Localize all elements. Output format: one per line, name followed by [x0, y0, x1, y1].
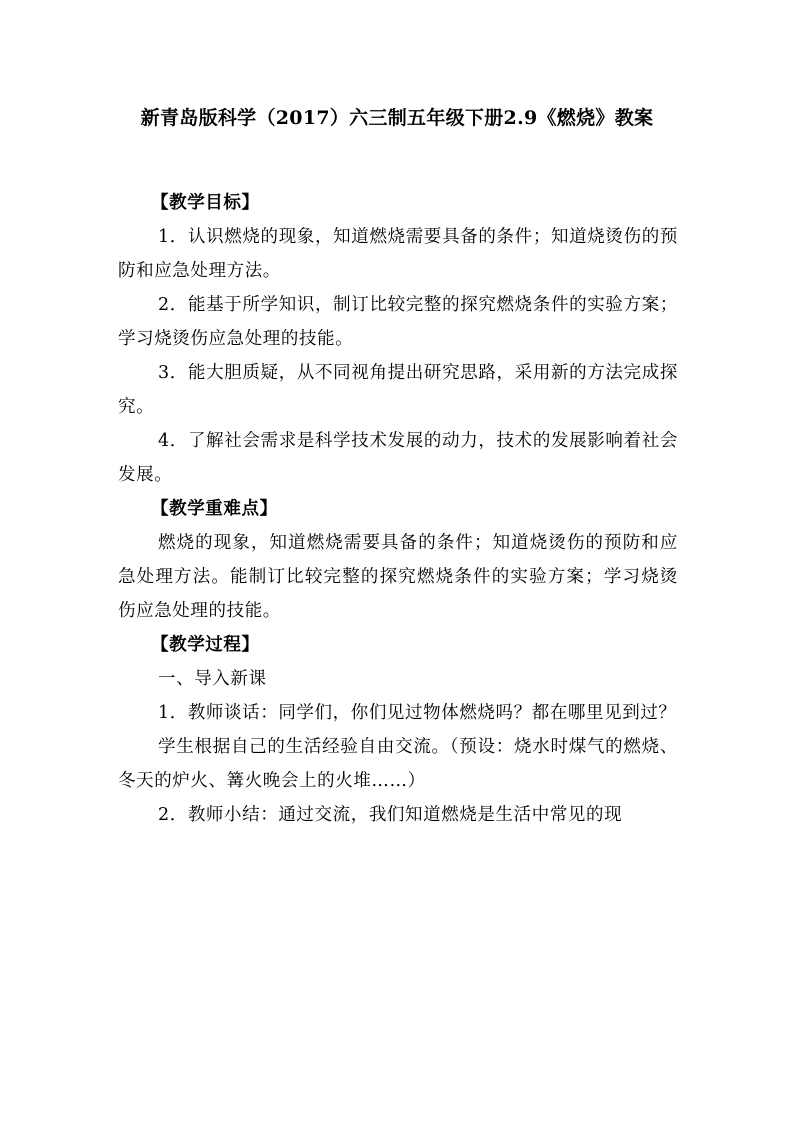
document-body [118, 186, 678, 832]
document-title: 新青岛版科学（2017）六三制五年级下册2.9《燃烧》教案 [140, 107, 654, 129]
process-item-reply: 学生根据自己的生活经验自由交流。（预设：烧水时煤气的燃烧、冬天的炉火、篝火晚会上的火堆……） [118, 737, 678, 791]
key-points-text: 燃烧的现象，知道燃烧需要具备的条件；知道烧烫伤的预防和应急处理方法。能制订比较完整的探究燃烧条件的实验方案；学习烧烫伤应急处理的技能。 [118, 533, 678, 621]
process-heading: 【教学过程】 [151, 635, 260, 655]
objective-item: 1．认识燃烧的现象，知道燃烧需要具备的条件；知道烧烫伤的预防和应急处理方法。 [118, 227, 678, 281]
key-points-heading: 【教学重难点】 [151, 499, 278, 519]
process-subheading: 一、导入新课 [158, 669, 267, 689]
objective-item: 2．能基于所学知识，制订比较完整的探究燃烧条件的实验方案；学习烧烫伤应急处理的技能。 [118, 295, 678, 349]
process-item: 2．教师小结：通过交流，我们知道燃烧是生活中常见的现 [158, 805, 623, 825]
objective-item: 3．能大胆质疑，从不同视角提出研究思路，采用新的方法完成探究。 [118, 363, 678, 417]
process-item: 1．教师谈话：同学们，你们见过物体燃烧吗？都在哪里见到过？ [158, 703, 677, 723]
objective-item: 4．了解社会需求是科学技术发展的动力，技术的发展影响着社会发展。 [118, 431, 678, 485]
objectives-heading: 【教学目标】 [151, 193, 260, 213]
